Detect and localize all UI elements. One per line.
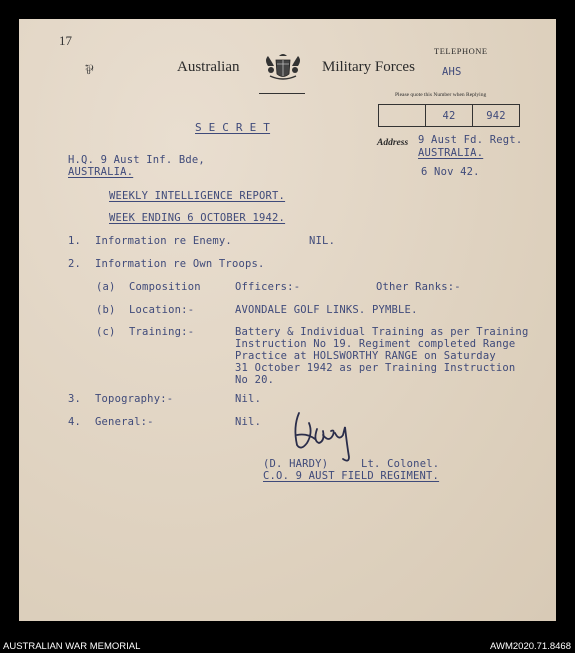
telephone-value: AHS bbox=[442, 66, 462, 78]
item-1-number: 1. bbox=[68, 235, 82, 247]
recipient-line-1: H.Q. 9 Aust Inf. Bde, bbox=[68, 154, 205, 166]
letterhead-divider bbox=[259, 93, 305, 94]
letterhead-right: Military Forces bbox=[322, 59, 415, 75]
report-title: WEEKLY INTELLIGENCE REPORT. bbox=[109, 190, 286, 202]
item-2-number: 2. bbox=[68, 258, 82, 270]
location-label: Location:- bbox=[129, 304, 195, 316]
classification-heading: S E C R E T bbox=[195, 121, 271, 134]
training-line: Instruction No 19. Regiment completed Range bbox=[235, 338, 516, 350]
item-4-value: Nil. bbox=[235, 416, 262, 428]
telephone-label: TELEPHONE bbox=[434, 46, 488, 56]
letterhead-left: Australian bbox=[177, 59, 240, 75]
training-line: Battery & Individual Training as per Training bbox=[235, 326, 529, 338]
address-line-1: 9 Aust Fd. Regt. bbox=[418, 134, 523, 146]
signatory-rank: Lt. Colonel. bbox=[361, 458, 440, 470]
item-3-number: 3. bbox=[68, 393, 82, 405]
training-label: Training:- bbox=[129, 326, 195, 338]
quote-note: Please quote this Number when Replying bbox=[395, 92, 487, 98]
item-1-value: NIL. bbox=[309, 235, 336, 247]
coat-of-arms-icon bbox=[262, 52, 304, 86]
composition-other-ranks: Other Ranks:- bbox=[376, 281, 461, 293]
training-line: No 20. bbox=[235, 374, 275, 386]
training-line: 31 October 1942 as per Training Instruction bbox=[235, 362, 516, 374]
margin-mark-symbol: ⅌ bbox=[85, 62, 94, 77]
item-1-label: Information re Enemy. bbox=[95, 235, 232, 247]
reference-number-boxes bbox=[378, 104, 520, 127]
location-letter: (b) bbox=[96, 304, 116, 316]
address-line-2: AUSTRALIA. bbox=[418, 147, 484, 159]
recipient-line-2: AUSTRALIA. bbox=[68, 166, 134, 178]
composition-label: Composition bbox=[129, 281, 201, 293]
training-letter: (c) bbox=[96, 326, 116, 338]
composition-officers: Officers:- bbox=[235, 281, 301, 293]
signatory-name: (D. HARDY) bbox=[263, 458, 329, 470]
training-line: Practice at HOLSWORTHY RANGE on Saturday bbox=[235, 350, 496, 362]
item-4-label: General:- bbox=[95, 416, 154, 428]
item-3-label: Topography:- bbox=[95, 393, 174, 405]
letter-date: 6 Nov 42. bbox=[421, 166, 480, 178]
margin-mark-number: 17 bbox=[59, 33, 72, 48]
signatory-unit: C.O. 9 AUST FIELD REGIMENT. bbox=[263, 470, 440, 482]
location-value: AVONDALE GOLF LINKS. PYMBLE. bbox=[235, 304, 418, 316]
composition-letter: (a) bbox=[96, 281, 116, 293]
archive-label: AUSTRALIAN WAR MEMORIAL bbox=[3, 641, 141, 652]
document-page bbox=[19, 19, 556, 621]
item-2-label: Information re Own Troops. bbox=[95, 258, 265, 270]
archive-accession-number: AWM2020.71.8468 bbox=[490, 641, 571, 652]
report-week: WEEK ENDING 6 OCTOBER 1942. bbox=[109, 212, 286, 224]
reference-box: 942 bbox=[472, 104, 520, 127]
item-4-number: 4. bbox=[68, 416, 82, 428]
item-3-value: Nil. bbox=[235, 393, 262, 405]
reference-box: 42 bbox=[425, 104, 472, 127]
address-label: Address bbox=[377, 138, 409, 148]
reference-box bbox=[378, 104, 425, 127]
